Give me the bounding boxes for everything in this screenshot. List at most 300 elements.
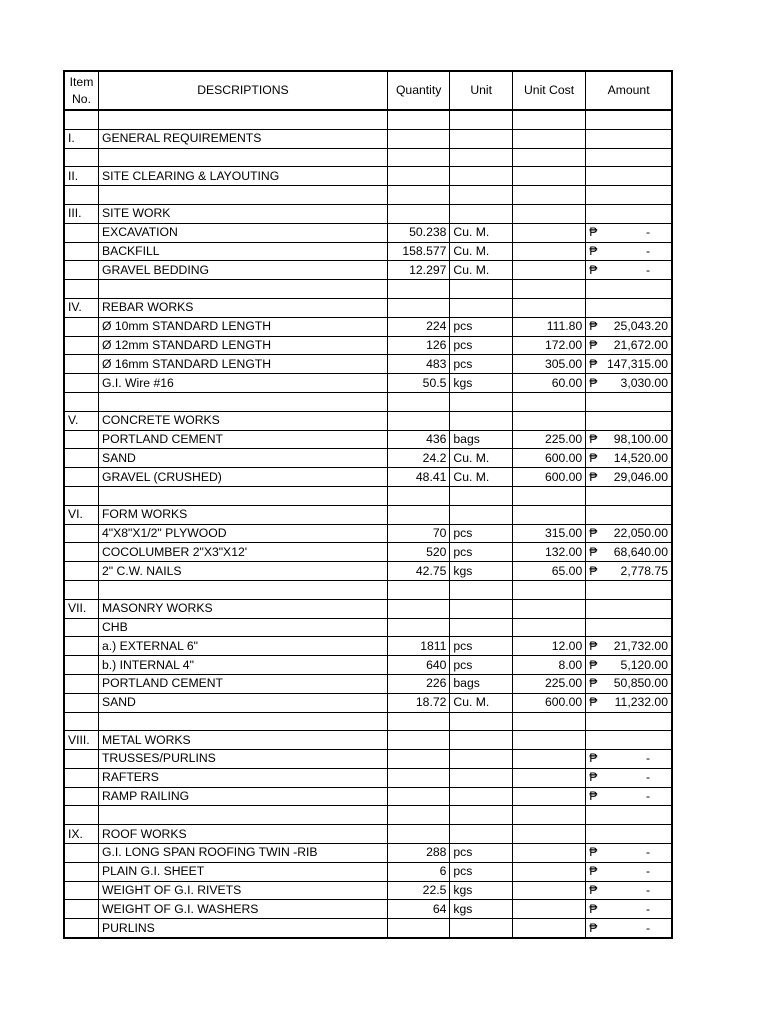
description-cell: PORTLAND CEMENT (98, 430, 387, 449)
table-row (64, 430, 672, 449)
unit-cost-cell: 132.00 (512, 543, 585, 562)
amount-wrap (589, 337, 668, 354)
unit-cell: pcs (450, 656, 513, 675)
amount-cell (586, 825, 672, 844)
unit-cell (450, 505, 513, 524)
description-cell: CHB (98, 618, 387, 637)
quantity-cell (387, 148, 450, 167)
description-cell: a.) EXTERNAL 6" (98, 637, 387, 656)
amount-cell (586, 129, 672, 148)
amount-cell (586, 204, 672, 223)
amount-wrap (589, 243, 668, 260)
item-number-cell (64, 844, 98, 863)
amount-value: 11,232.00 (614, 695, 668, 710)
quantity-cell (387, 110, 450, 129)
amount-cell (586, 844, 672, 863)
quantity-cell: 70 (387, 524, 450, 543)
description-cell: WEIGHT OF G.I. RIVETS (98, 881, 387, 900)
unit-cost-cell (512, 298, 585, 317)
amount-cell (586, 449, 672, 468)
quantity-cell (387, 750, 450, 769)
amount-cell (586, 806, 672, 825)
amount-wrap (589, 901, 668, 918)
amount-wrap (589, 356, 668, 373)
amount-cell (586, 505, 672, 524)
table-row (64, 186, 672, 205)
amount-cell (586, 712, 672, 731)
quantity-cell (387, 599, 450, 618)
unit-cost-cell (512, 712, 585, 731)
unit-cell (450, 768, 513, 787)
unit-cost-cell (512, 618, 585, 637)
amount-cell (586, 750, 672, 769)
item-number-cell (64, 750, 98, 769)
header-item-no: Item No. (64, 71, 98, 110)
item-number-cell (64, 618, 98, 637)
unit-cost-cell (512, 486, 585, 505)
description-cell: 2" C.W. NAILS (98, 562, 387, 581)
peso-sign: ₱ (589, 243, 598, 258)
amount-value: - (645, 845, 650, 860)
peso-sign: ₱ (589, 676, 598, 691)
amount-cell (586, 468, 672, 487)
header-descriptions: DESCRIPTIONS (98, 71, 387, 110)
unit-cost-cell (512, 167, 585, 186)
quantity-cell: 1811 (387, 637, 450, 656)
description-cell: MASONRY WORKS (98, 599, 387, 618)
unit-cost-cell (512, 599, 585, 618)
unit-cell (450, 580, 513, 599)
amount-value: - (645, 864, 650, 879)
quantity-cell: 640 (387, 656, 450, 675)
table-row (64, 731, 672, 750)
unit-cell (450, 110, 513, 129)
quantity-cell: 288 (387, 844, 450, 863)
table-row (64, 881, 672, 900)
bill-of-materials-table (63, 70, 673, 939)
unit-cost-cell (512, 768, 585, 787)
unit-cell (450, 129, 513, 148)
amount-wrap (589, 657, 668, 674)
item-number-cell (64, 261, 98, 280)
quantity-cell (387, 280, 450, 299)
amount-wrap (589, 675, 668, 692)
header-unit: Unit (450, 71, 513, 110)
amount-cell (586, 543, 672, 562)
unit-cell: pcs (450, 844, 513, 863)
table-row (64, 336, 672, 355)
unit-cell: kgs (450, 900, 513, 919)
description-cell: SAND (98, 449, 387, 468)
amount-cell (586, 392, 672, 411)
amount-cell (586, 919, 672, 938)
unit-cost-cell (512, 148, 585, 167)
amount-value: - (645, 883, 650, 898)
quantity-cell (387, 392, 450, 411)
amount-wrap (589, 920, 668, 937)
table-row (64, 110, 672, 129)
quantity-cell: 6 (387, 862, 450, 881)
unit-cost-cell (512, 806, 585, 825)
item-number-cell (64, 656, 98, 675)
unit-cell: pcs (450, 862, 513, 881)
description-cell (98, 392, 387, 411)
unit-cell (450, 712, 513, 731)
table-row (64, 524, 672, 543)
peso-sign: ₱ (589, 262, 598, 277)
unit-cell (450, 392, 513, 411)
amount-value: 98,100.00 (613, 431, 668, 446)
description-cell: 4"X8"X1/2" PLYWOOD (98, 524, 387, 543)
amount-cell (586, 110, 672, 129)
amount-cell (586, 731, 672, 750)
amount-wrap (589, 750, 668, 767)
item-number-cell (64, 223, 98, 242)
unit-cost-cell: 225.00 (512, 674, 585, 693)
item-number-cell (64, 580, 98, 599)
unit-cell (450, 298, 513, 317)
peso-sign: ₱ (589, 375, 598, 390)
unit-cell (450, 148, 513, 167)
amount-value: 68,640.00 (613, 544, 668, 559)
amount-wrap (589, 863, 668, 880)
unit-cell (450, 731, 513, 750)
description-cell: Ø 16mm STANDARD LENGTH (98, 355, 387, 374)
item-number-cell (64, 524, 98, 543)
unit-cost-cell (512, 731, 585, 750)
peso-sign: ₱ (589, 695, 598, 710)
table-row (64, 317, 672, 336)
peso-sign: ₱ (589, 337, 598, 352)
amount-value: 3,030.00 (620, 375, 668, 390)
description-cell (98, 712, 387, 731)
item-number-cell (64, 806, 98, 825)
description-cell: REBAR WORKS (98, 298, 387, 317)
item-number-cell (64, 693, 98, 712)
unit-cell: Cu. M. (450, 449, 513, 468)
unit-cell: kgs (450, 562, 513, 581)
peso-sign: ₱ (589, 225, 598, 240)
unit-cell: Cu. M. (450, 242, 513, 261)
amount-cell (586, 280, 672, 299)
description-cell: ROOF WORKS (98, 825, 387, 844)
unit-cost-cell (512, 261, 585, 280)
unit-cost-cell: 315.00 (512, 524, 585, 543)
description-cell: RAFTERS (98, 768, 387, 787)
quantity-cell: 483 (387, 355, 450, 374)
description-cell (98, 186, 387, 205)
table-row (64, 148, 672, 167)
table-row (64, 298, 672, 317)
peso-sign: ₱ (589, 751, 598, 766)
amount-cell (586, 430, 672, 449)
amount-cell (586, 186, 672, 205)
unit-cost-cell (512, 900, 585, 919)
item-number-cell (64, 186, 98, 205)
table-row (64, 505, 672, 524)
unit-cell: bags (450, 430, 513, 449)
item-number-cell (64, 543, 98, 562)
description-cell (98, 806, 387, 825)
quantity-cell (387, 505, 450, 524)
unit-cell (450, 204, 513, 223)
amount-cell (586, 148, 672, 167)
quantity-cell (387, 787, 450, 806)
table-row (64, 449, 672, 468)
unit-cost-cell (512, 881, 585, 900)
description-cell: WEIGHT OF G.I. WASHERS (98, 900, 387, 919)
unit-cell: pcs (450, 637, 513, 656)
unit-cost-cell: 60.00 (512, 374, 585, 393)
amount-cell (586, 167, 672, 186)
item-number-cell (64, 449, 98, 468)
unit-cost-cell (512, 862, 585, 881)
item-number-cell (64, 787, 98, 806)
quantity-cell (387, 806, 450, 825)
header-quantity: Quantity (387, 71, 450, 110)
unit-cell: bags (450, 674, 513, 693)
quantity-cell (387, 919, 450, 938)
peso-sign: ₱ (589, 789, 598, 804)
description-cell: Ø 10mm STANDARD LENGTH (98, 317, 387, 336)
unit-cell (450, 787, 513, 806)
table-row (64, 261, 672, 280)
amount-wrap (589, 844, 668, 861)
table-body (64, 110, 672, 938)
amount-wrap (589, 431, 668, 448)
table-row (64, 374, 672, 393)
peso-sign: ₱ (589, 319, 598, 334)
amount-value: 5,120.00 (620, 657, 668, 672)
amount-value: 22,050.00 (613, 525, 668, 540)
unit-cell (450, 411, 513, 430)
quantity-cell (387, 768, 450, 787)
description-cell (98, 580, 387, 599)
amount-wrap (589, 694, 668, 711)
quantity-cell (387, 411, 450, 430)
unit-cell: pcs (450, 317, 513, 336)
amount-value: 50,850.00 (613, 676, 668, 691)
unit-cell (450, 486, 513, 505)
item-number-cell (64, 712, 98, 731)
amount-cell (586, 900, 672, 919)
quantity-cell: 520 (387, 543, 450, 562)
unit-cost-cell (512, 505, 585, 524)
description-cell (98, 486, 387, 505)
table-row (64, 355, 672, 374)
item-number-cell (64, 562, 98, 581)
amount-cell (586, 524, 672, 543)
unit-cost-cell (512, 750, 585, 769)
quantity-cell: 64 (387, 900, 450, 919)
amount-cell (586, 862, 672, 881)
quantity-cell: 224 (387, 317, 450, 336)
unit-cell: pcs (450, 524, 513, 543)
amount-value: 29,046.00 (613, 469, 668, 484)
unit-cost-cell (512, 392, 585, 411)
amount-wrap (589, 525, 668, 542)
quantity-cell: 436 (387, 430, 450, 449)
amount-wrap (589, 638, 668, 655)
amount-cell (586, 374, 672, 393)
amount-wrap (589, 450, 668, 467)
unit-cost-cell (512, 825, 585, 844)
peso-sign: ₱ (589, 431, 598, 446)
item-number-cell: III. (64, 204, 98, 223)
unit-cost-cell (512, 129, 585, 148)
item-number-cell: IV. (64, 298, 98, 317)
quantity-cell: 22.5 (387, 881, 450, 900)
amount-cell (586, 580, 672, 599)
unit-cost-cell: 305.00 (512, 355, 585, 374)
quantity-cell (387, 486, 450, 505)
quantity-cell: 24.2 (387, 449, 450, 468)
amount-cell (586, 355, 672, 374)
description-cell: METAL WORKS (98, 731, 387, 750)
quantity-cell (387, 825, 450, 844)
item-number-cell: V. (64, 411, 98, 430)
header-row (64, 71, 672, 110)
item-number-cell (64, 392, 98, 411)
unit-cost-cell (512, 223, 585, 242)
amount-cell (586, 562, 672, 581)
amount-value: - (645, 225, 650, 240)
table-row (64, 844, 672, 863)
item-number-cell: VII. (64, 599, 98, 618)
peso-sign: ₱ (589, 469, 598, 484)
unit-cell (450, 825, 513, 844)
amount-wrap (589, 262, 668, 279)
table-row (64, 825, 672, 844)
peso-sign: ₱ (589, 450, 598, 465)
quantity-cell: 48.41 (387, 468, 450, 487)
amount-cell (586, 768, 672, 787)
header-amount: Amount (586, 71, 672, 110)
unit-cost-cell (512, 919, 585, 938)
peso-sign: ₱ (589, 356, 598, 371)
table-row (64, 618, 672, 637)
unit-cost-cell (512, 110, 585, 129)
unit-cell: pcs (450, 355, 513, 374)
table-row (64, 862, 672, 881)
amount-value: 2,778.75 (620, 563, 668, 578)
description-cell: GRAVEL (CRUSHED) (98, 468, 387, 487)
unit-cell: Cu. M. (450, 261, 513, 280)
amount-cell (586, 656, 672, 675)
quantity-cell (387, 731, 450, 750)
description-cell: GRAVEL BEDDING (98, 261, 387, 280)
peso-sign: ₱ (589, 525, 598, 540)
item-number-cell (64, 280, 98, 299)
peso-sign: ₱ (589, 845, 598, 860)
description-cell: PURLINS (98, 919, 387, 938)
peso-sign: ₱ (589, 544, 598, 559)
item-number-cell (64, 430, 98, 449)
unit-cell: Cu. M. (450, 468, 513, 487)
amount-value: 21,672.00 (613, 337, 668, 352)
description-cell (98, 280, 387, 299)
quantity-cell: 158.577 (387, 242, 450, 261)
amount-wrap (589, 882, 668, 899)
peso-sign: ₱ (589, 657, 598, 672)
description-cell: SITE CLEARING & LAYOUTING (98, 167, 387, 186)
description-cell: GENERAL REQUIREMENTS (98, 129, 387, 148)
description-cell: G.I. Wire #16 (98, 374, 387, 393)
amount-cell (586, 411, 672, 430)
unit-cell: Cu. M. (450, 223, 513, 242)
unit-cost-cell: 111.80 (512, 317, 585, 336)
unit-cell (450, 167, 513, 186)
unit-cost-cell (512, 204, 585, 223)
amount-cell (586, 637, 672, 656)
unit-cost-cell: 600.00 (512, 449, 585, 468)
description-cell: EXCAVATION (98, 223, 387, 242)
table-row (64, 129, 672, 148)
unit-cost-cell: 600.00 (512, 468, 585, 487)
item-number-cell (64, 919, 98, 938)
unit-cost-cell (512, 186, 585, 205)
description-cell: RAMP RAILING (98, 787, 387, 806)
unit-cell: pcs (450, 336, 513, 355)
amount-value: - (645, 901, 650, 916)
amount-value: - (645, 770, 650, 785)
peso-sign: ₱ (589, 770, 598, 785)
quantity-cell: 50.5 (387, 374, 450, 393)
amount-cell (586, 261, 672, 280)
amount-cell (586, 242, 672, 261)
header-unit-cost: Unit Cost (512, 71, 585, 110)
quantity-cell: 42.75 (387, 562, 450, 581)
unit-cell (450, 750, 513, 769)
table-row (64, 280, 672, 299)
item-number-cell: I. (64, 129, 98, 148)
quantity-cell (387, 204, 450, 223)
description-cell: G.I. LONG SPAN ROOFING TWIN -RIB (98, 844, 387, 863)
unit-cell: pcs (450, 543, 513, 562)
table-row (64, 674, 672, 693)
amount-wrap (589, 563, 668, 580)
item-number-cell (64, 242, 98, 261)
amount-value: 14,520.00 (613, 450, 668, 465)
amount-value: 25,043.20 (613, 319, 668, 334)
amount-value: - (645, 789, 650, 804)
description-cell: Ø 12mm STANDARD LENGTH (98, 336, 387, 355)
amount-value: - (645, 243, 650, 258)
item-number-cell (64, 374, 98, 393)
amount-wrap (589, 788, 668, 805)
item-number-cell (64, 148, 98, 167)
unit-cost-cell (512, 787, 585, 806)
table-row (64, 411, 672, 430)
quantity-cell (387, 712, 450, 731)
unit-cost-cell (512, 242, 585, 261)
unit-cost-cell: 600.00 (512, 693, 585, 712)
description-cell: PORTLAND CEMENT (98, 674, 387, 693)
description-cell: SAND (98, 693, 387, 712)
amount-value: - (645, 262, 650, 277)
amount-wrap (589, 469, 668, 486)
peso-sign: ₱ (589, 901, 598, 916)
unit-cell: Cu. M. (450, 693, 513, 712)
description-cell: PLAIN G.I. SHEET (98, 862, 387, 881)
unit-cell: kgs (450, 374, 513, 393)
item-number-cell: IX. (64, 825, 98, 844)
table-row (64, 693, 672, 712)
description-cell: TRUSSES/PURLINS (98, 750, 387, 769)
unit-cost-cell: 12.00 (512, 637, 585, 656)
item-number-cell (64, 110, 98, 129)
peso-sign: ₱ (589, 883, 598, 898)
